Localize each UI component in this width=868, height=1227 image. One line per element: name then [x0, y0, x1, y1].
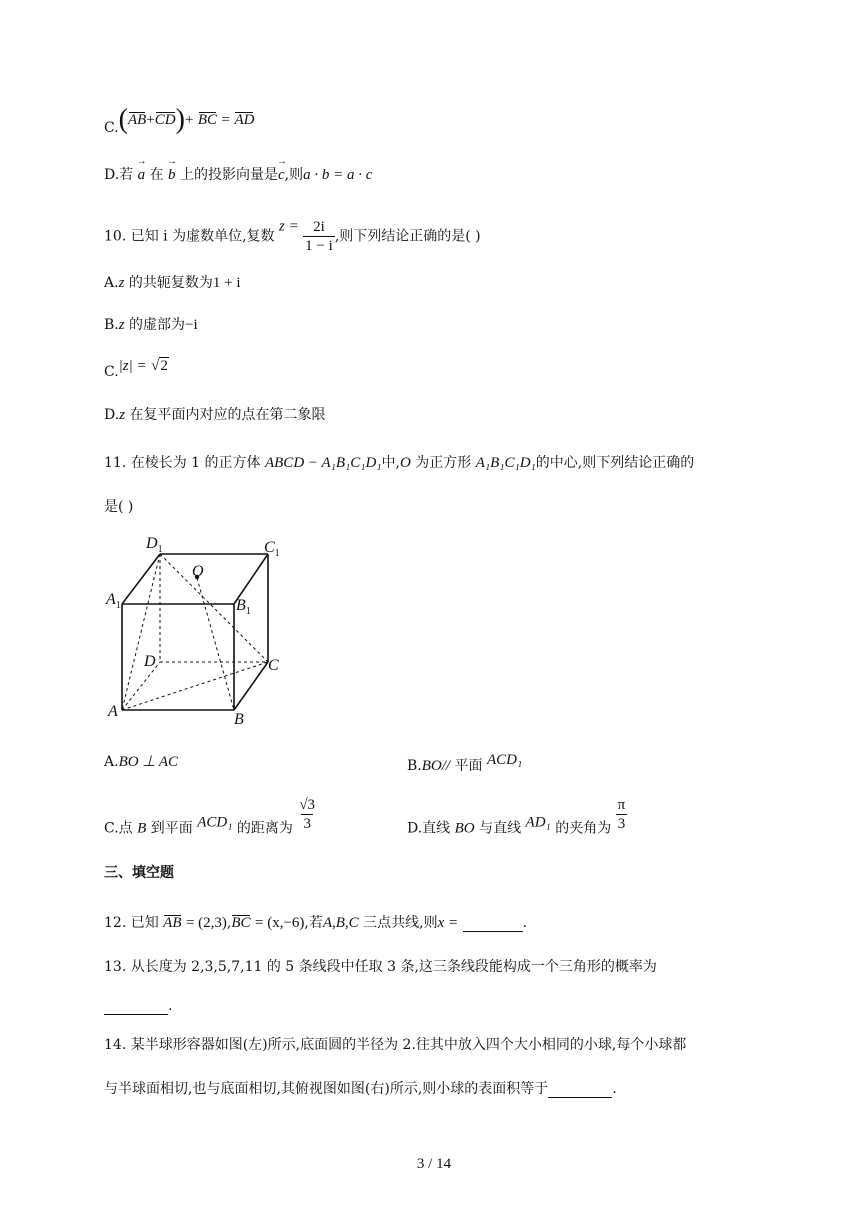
label-d1: $D_1$ [146, 535, 163, 555]
answer-blank[interactable] [548, 1081, 612, 1098]
plus-sign: + [146, 112, 155, 128]
option-text: 的夹角为 [555, 820, 612, 837]
q11-stem-line2 [104, 496, 133, 516]
question-text: 的中心,则下列结论正确的 [535, 455, 695, 471]
label-a1: $A_1$ [106, 591, 121, 611]
option-value: −i [185, 317, 198, 333]
point-o: O [399, 455, 411, 471]
fraction-denominator: 3 [617, 816, 626, 832]
question-text: ,则下列结论正确的是( ) [334, 228, 481, 245]
vector-cd: CD [154, 112, 176, 128]
q9-option-c [104, 104, 254, 136]
option-label: A. [104, 275, 119, 291]
open-paren: ( [118, 104, 128, 135]
answer-blank[interactable] [463, 915, 523, 932]
option-label: A. [104, 754, 119, 770]
question-text: 为正方形 [415, 455, 472, 471]
fraction-denominator: 1 − i [305, 238, 333, 254]
period: . [168, 998, 173, 1014]
question-text: 中, [381, 455, 400, 471]
option-label: C. [104, 120, 119, 136]
option-label: D.直线 [407, 820, 451, 837]
points-abc: A,B,C [322, 915, 359, 931]
option-text: 与直线 [479, 820, 522, 837]
option-text: 上的投影向量是 [180, 167, 278, 183]
fraction-numerator: √3 [299, 797, 316, 813]
label-b1: $B_1$ [236, 597, 251, 617]
z-equals: z = [279, 218, 299, 235]
q10-option-b [104, 314, 198, 334]
plane-name: ACD₁ [197, 814, 233, 831]
period: . [612, 1081, 617, 1097]
distance-fraction [297, 796, 317, 833]
label-o: O [192, 563, 204, 580]
angle-fraction [616, 796, 628, 833]
vector-value: = (x,−6) [254, 915, 305, 931]
option-expression: BO ⊥ AC [118, 754, 179, 770]
question-text: ,若 [304, 915, 323, 931]
question-text: 三点共线,则 [363, 915, 438, 931]
q11-option-b [407, 752, 522, 775]
option-label: B. [104, 317, 119, 333]
square-name: A₁B₁C₁D₁ [475, 455, 536, 471]
option-text: 的共轭复数为 [124, 275, 213, 291]
plus-sign: + [184, 112, 194, 128]
dashed-d1c [160, 554, 268, 662]
period: . [522, 915, 528, 931]
fraction [303, 218, 335, 255]
question-text: 12. 已知 [104, 915, 159, 931]
vector-a: → a [138, 167, 146, 184]
label-c1: $C_1$ [264, 539, 280, 559]
option-label: C. [104, 364, 119, 380]
answer-blank[interactable] [104, 998, 168, 1015]
close-paren: ) [175, 104, 185, 135]
sqrt-expression: √2 [151, 358, 168, 374]
dashed-ob [197, 578, 234, 710]
option-label: D.若 [104, 167, 134, 183]
question-text: 11. 在棱长为 1 的正方体 [104, 455, 261, 471]
option-text: 在复平面内对应的点在第二象限 [125, 407, 326, 423]
q11-option-a [104, 752, 178, 771]
label-a: A [108, 703, 118, 720]
question-text: 14. 某半球形容器如图(左)所示,底面圆的半径为 2.往其中放入四个大小相同的小球,每个小球都 [104, 1037, 687, 1053]
fraction-numerator: π [617, 797, 626, 813]
section-heading: 三、填空题 [104, 865, 174, 881]
edge-bc [234, 662, 268, 710]
question-text: 与半球面相切,也与底面相切,其俯视图如图(右)所示,则小球的表面积等于 [104, 1081, 549, 1097]
q13-line2 [104, 998, 172, 1015]
option-label: B. [407, 758, 422, 774]
point-b: B [137, 820, 147, 837]
variable-z: z [119, 407, 126, 423]
q10-option-c [104, 358, 169, 380]
q13-line1 [104, 956, 657, 976]
modulus-expression: |z| = [118, 358, 147, 374]
page-number: 3 / 14 [416, 1156, 452, 1172]
q11-option-c [104, 796, 317, 838]
vector-c: → c [278, 167, 285, 184]
option-label: D. [104, 407, 120, 423]
q11-stem-line1 [104, 452, 694, 472]
option-text: 的距离为 [236, 820, 293, 837]
cube-name: ABCD − A₁B₁C₁D₁ [264, 455, 382, 471]
option-expression: BO// [421, 758, 451, 774]
variable-x: x = [437, 915, 459, 931]
q9-option-d [104, 164, 372, 184]
option-text: 在 [149, 167, 164, 183]
vector-bc: BC [197, 112, 218, 128]
variable-z: z [118, 317, 125, 333]
line-bo: BO [454, 820, 475, 837]
label-c: C [268, 657, 279, 674]
option-text: 的虚部为 [124, 317, 186, 333]
question-text: 10. 已知 i 为虚数单位,复数 [104, 228, 275, 245]
radicand: 2 [160, 358, 168, 374]
label-d: D [144, 653, 156, 670]
q10-option-a [104, 272, 241, 292]
vector-b: → b [168, 167, 176, 184]
equals-sign: = [221, 112, 230, 128]
question-text: 是( ) [104, 499, 134, 515]
line-ad1: AD₁ [525, 814, 551, 831]
option-label: C.点 [104, 820, 133, 837]
fraction-denominator: 3 [303, 816, 311, 832]
q14-line1 [104, 1034, 686, 1054]
option-text: 到平面 [150, 820, 193, 837]
q11-option-d [407, 796, 627, 838]
q12 [104, 912, 527, 932]
question-text: 13. 从长度为 2,3,5,7,11 的 5 条线段中任取 3 条,这三条线段能构成一个三角形的概率为 [104, 959, 657, 975]
label-b: B [234, 711, 244, 728]
vector-value: = (2,3) [185, 915, 227, 931]
dot-product-expression: a · b = a · c [303, 167, 373, 183]
vector-ab: AB [128, 112, 147, 128]
option-value: 1 + i [212, 275, 241, 291]
option-text: 平面 [450, 758, 483, 774]
fraction-numerator: 2i [313, 219, 325, 235]
variable-z: z [118, 275, 125, 291]
separator: , [226, 915, 232, 931]
q10-stem [104, 218, 481, 255]
q10-option-d [104, 404, 325, 424]
vector-bc: BC [231, 915, 251, 931]
q14-line2 [104, 1078, 617, 1098]
plane-name: ACD₁ [487, 752, 523, 768]
option-text: ,则 [284, 167, 304, 183]
vector-ad: AD [234, 112, 255, 128]
vector-ab: AB [163, 915, 182, 931]
cube-figure [100, 530, 300, 730]
